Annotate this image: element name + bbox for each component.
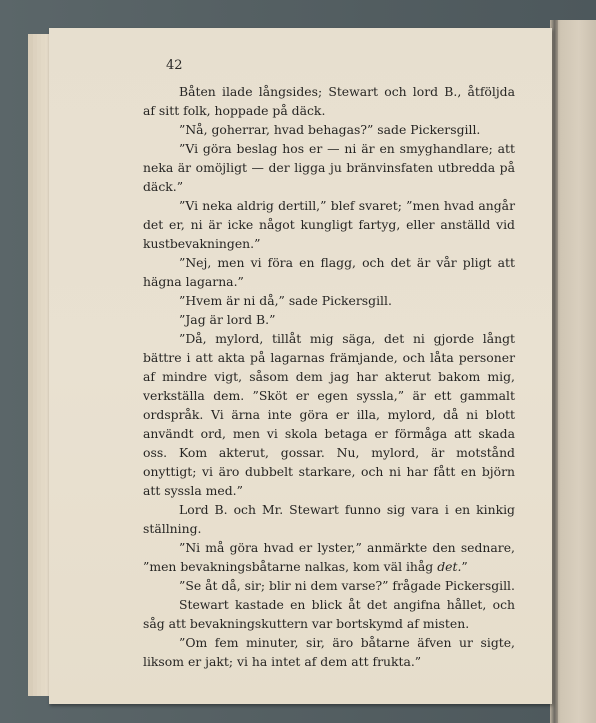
page-number: 42: [166, 58, 183, 73]
paragraph: ”Nå, goherrar, hvad behagas?” sade Pickersgill.: [179, 122, 481, 137]
paragraph: ”Vi neka aldrig dertill,” blef svaret; ”men hvad angår det er, ni är icke något kungligt fartyg, eller anställd vid kustbevakningen.”: [143, 198, 515, 251]
paragraph: ”Om fem minuter, sir, äro båtarne äfven ur sigte, liksom er jakt; vi ha intet af dem att frukta.”: [143, 635, 515, 669]
paragraph-text: ”Ni må göra hvad er lyster,” anmärkte den sednare, ”men bevakningsbåtarne nalkas, kom väl ihåg: [143, 540, 515, 574]
paragraph: ”Vi göra beslag hos er — ni är en smyghandlare; att neka är omöjligt — der ligga ju bränvinsfaten utbredda på däck.”: [143, 141, 515, 194]
paragraph: ”Hvem är ni då,” sade Pickersgill.: [179, 293, 392, 308]
italic-word: det.: [437, 559, 462, 574]
paragraph: Stewart kastade en blick åt det angifna hållet, och såg att bevakningskuttern var bortskymd af misten.: [143, 597, 515, 631]
paragraph: Lord B. och Mr. Stewart funno sig vara i en kinkig ställning.: [143, 502, 515, 536]
paragraph: ”Då, mylord, tillåt mig säga, det ni gjorde långt bättre i att akta på lagarnas främjande, och låta personer af mindre vigt, såsom dem jag har akterut bakom mig, verkställa dem. ”Sköt er egen syssla,” är ett gammalt ordspråk. Vi ärna inte göra er illa, mylord, då ni blott användt ord, men vi skola betaga er förmåga att skada oss. Kom akterut, gossar. Nu, mylord, är motstånd onyttigt; vi äro dubbelt starkare, och ni har fått en björn att syssla med.”: [143, 331, 515, 498]
paragraph-with-italic: [143, 538, 515, 576]
paragraph: ”Jag är lord B.”: [179, 312, 276, 327]
closing-quote: ”: [461, 559, 468, 574]
page-text: [143, 82, 515, 671]
next-page-edge: [553, 20, 596, 723]
paragraph: Båten ilade långsides; Stewart och lord B., åtföljda af sitt folk, hoppade på däck.: [143, 84, 515, 118]
paragraph: ”Nej, men vi föra en flagg, och det är vår pligt att hägna lagarna.”: [143, 255, 515, 289]
paragraph: ”Se åt då, sir; blir ni dem varse?” frågade Pickersgill.: [179, 578, 515, 593]
